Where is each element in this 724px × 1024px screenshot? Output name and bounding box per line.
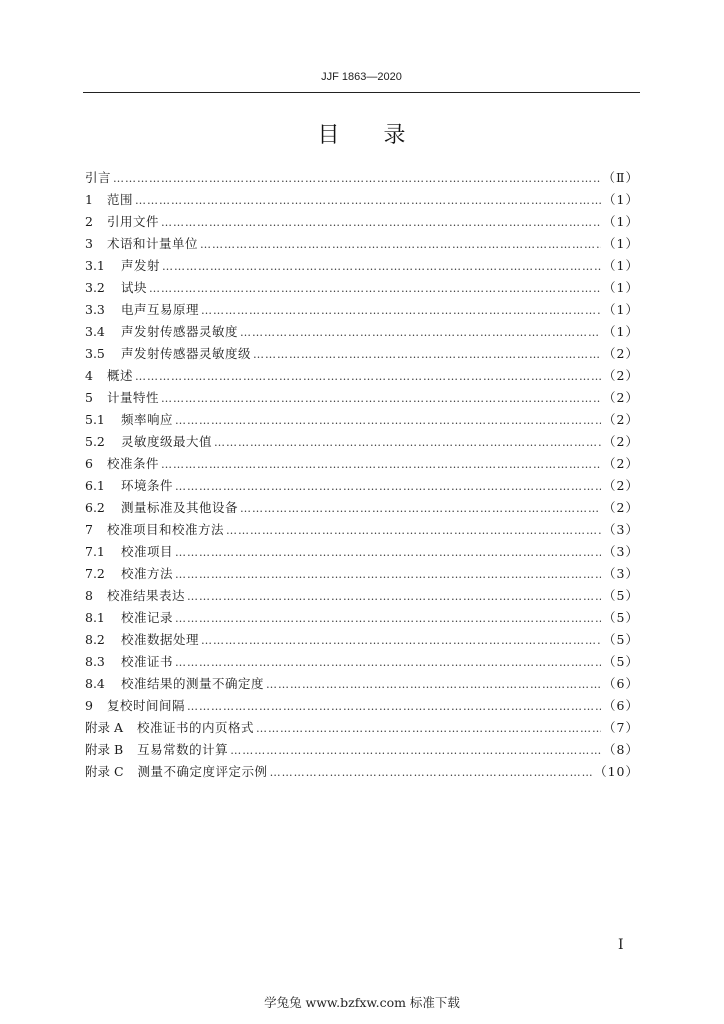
toc-entry-label: 校准结果的测量不确定度: [121, 676, 265, 691]
toc-entry-number: 3.5: [85, 346, 105, 361]
toc-entry[interactable]: [85, 607, 639, 629]
toc-entry[interactable]: [85, 541, 639, 563]
toc-entry[interactable]: [85, 563, 639, 585]
toc-entry-leader-dots: [187, 586, 601, 608]
toc-entry-leader-dots: [175, 476, 601, 498]
toc-entry-number: 8: [85, 588, 93, 603]
toc-entry[interactable]: [85, 761, 639, 783]
toc-entry[interactable]: [85, 321, 639, 343]
toc-entry-leader-dots: [175, 608, 601, 630]
footer-watermark-text: 学兔兔 www.bzfxw.com 标准下载: [264, 995, 460, 1010]
toc-entry-label: 校准证书: [121, 654, 174, 669]
toc-entry[interactable]: [85, 629, 639, 651]
toc-entry-number: 5.2: [85, 434, 105, 449]
toc-entry-leader-dots: [240, 322, 601, 344]
toc-entry-number: 4: [85, 368, 93, 383]
toc-entry-page: （7）: [603, 720, 639, 735]
toc-entry[interactable]: [85, 277, 639, 299]
page-number: I: [618, 937, 624, 953]
toc-entry-number: 6: [85, 456, 93, 471]
toc-entry-page: （2）: [603, 368, 639, 383]
toc-entry-page: （2）: [603, 434, 639, 449]
toc-entry-label: 互易常数的计算: [137, 742, 229, 757]
toc-entry-label: 校准结果表达: [107, 588, 186, 603]
toc-entry-leader-dots: [135, 190, 601, 212]
toc-entry-leader-dots: [240, 498, 601, 520]
toc-entry-page: （10）: [594, 764, 639, 779]
toc-entry[interactable]: [85, 695, 639, 717]
toc-entry-number: 8.2: [85, 632, 105, 647]
toc-entry-leader-dots: [200, 234, 601, 256]
toc-entry-number: 8.3: [85, 654, 105, 669]
toc-entry[interactable]: [85, 673, 639, 695]
toc-entry-label: 试块: [121, 280, 148, 295]
toc-entry-leader-dots: [201, 630, 601, 652]
toc-entry-number: 3.2: [85, 280, 105, 295]
toc-entry-leader-dots: [149, 278, 601, 300]
toc-entry-page: （5）: [603, 610, 639, 625]
toc-entry-leader-dots: [175, 542, 601, 564]
toc-entry-leader-dots: [201, 300, 601, 322]
toc-entry[interactable]: [85, 387, 639, 409]
toc-entry[interactable]: [85, 475, 639, 497]
toc-entry[interactable]: [85, 651, 639, 673]
toc-entry-leader-dots: [230, 740, 601, 762]
toc-entry-page: （5）: [603, 654, 639, 669]
toc-entry-number: 8.1: [85, 610, 105, 625]
toc-entry[interactable]: [85, 233, 639, 255]
toc-entry-leader-dots: [266, 674, 601, 696]
toc-entry-label: 引言: [85, 170, 112, 185]
toc-entry-label: 声发射: [121, 258, 161, 273]
header-divider: [83, 92, 640, 93]
toc-entry-page: （2）: [603, 478, 639, 493]
toc-entry-number: 7: [85, 522, 93, 537]
toc-entry-label: 校准方法: [121, 566, 174, 581]
toc-entry-leader-dots: [161, 212, 601, 234]
toc-entry-page: （2）: [603, 390, 639, 405]
toc-entry-leader-dots: [256, 718, 601, 740]
toc-entry-page: （1）: [603, 192, 639, 207]
toc-entry-label: 电声互易原理: [121, 302, 200, 317]
toc-entry-leader-dots: [162, 256, 601, 278]
toc-entry[interactable]: [85, 497, 639, 519]
toc-entry[interactable]: [85, 431, 639, 453]
toc-entry[interactable]: [85, 453, 639, 475]
toc-entry-number: 附录 B: [85, 742, 124, 757]
toc-entry[interactable]: [85, 167, 639, 189]
toc-entry-page: （3）: [603, 544, 639, 559]
toc-entry-number: 6.1: [85, 478, 105, 493]
toc-entry-page: （Ⅱ）: [602, 170, 639, 185]
toc-entry-leader-dots: [270, 762, 593, 784]
toc-entry-number: 1: [85, 192, 93, 207]
toc-entry-number: 7.2: [85, 566, 105, 581]
toc-entry-page: （2）: [603, 346, 639, 361]
toc-entry-label: 校准条件: [107, 456, 160, 471]
toc-entry-label: 测量不确定度评定示例: [137, 764, 268, 779]
toc-entry-label: 校准数据处理: [121, 632, 200, 647]
toc-entry-number: 附录 C: [85, 764, 124, 779]
toc-entry-leader-dots: [187, 696, 601, 718]
toc-entry-label: 校准项目: [121, 544, 174, 559]
toc-entry-page: （2）: [603, 412, 639, 427]
toc-entry-label: 测量标准及其他设备: [121, 500, 239, 515]
toc-entry[interactable]: [85, 299, 639, 321]
toc-entry-page: （1）: [603, 214, 639, 229]
toc-entry-page: （3）: [603, 566, 639, 581]
toc-entry-page: （5）: [603, 588, 639, 603]
toc-entry-leader-dots: [135, 366, 601, 388]
toc-entry[interactable]: [85, 343, 639, 365]
toc-entry-leader-dots: [226, 520, 601, 542]
toc-entry[interactable]: [85, 409, 639, 431]
toc-entry-label: 灵敏度级最大值: [121, 434, 213, 449]
toc-entry-label: 计量特性: [107, 390, 160, 405]
toc-entry-page: （8）: [603, 742, 639, 757]
toc-entry-leader-dots: [161, 388, 601, 410]
toc-entry-page: （1）: [603, 302, 639, 317]
toc-entry[interactable]: [85, 365, 639, 387]
toc-entry-leader-dots: [175, 410, 601, 432]
toc-entry-label: 概述: [107, 368, 134, 383]
toc-entry-label: 术语和计量单位: [107, 236, 199, 251]
toc-entry[interactable]: [85, 255, 639, 277]
toc-entry-label: 频率响应: [121, 412, 174, 427]
toc-entry[interactable]: [85, 739, 639, 761]
toc-entry[interactable]: [85, 717, 639, 739]
page-title: 目录: [317, 123, 450, 148]
toc-entry-page: （6）: [603, 676, 639, 691]
toc-entry-number: 6.2: [85, 500, 105, 515]
toc-entry-number: 3.4: [85, 324, 105, 339]
toc-entry-page: （2）: [603, 456, 639, 471]
toc-entry-label: 声发射传感器灵敏度级: [121, 346, 252, 361]
toc-entry-leader-dots: [175, 652, 601, 674]
toc-entry-page: （1）: [603, 236, 639, 251]
toc-entry-label: 校准记录: [121, 610, 174, 625]
toc-entry-number: 7.1: [85, 544, 105, 559]
document-code-header: JJF 1863—2020: [321, 71, 402, 83]
toc-entry[interactable]: [85, 189, 639, 211]
toc-entry-label: 校准证书的内页格式: [137, 720, 255, 735]
toc-entry-label: 复校时间间隔: [107, 698, 186, 713]
toc-entry-leader-dots: [253, 344, 601, 366]
toc-entry-page: （1）: [603, 280, 639, 295]
toc-entry-number: 3: [85, 236, 93, 251]
toc-entry-number: 9: [85, 698, 93, 713]
toc-entry-number: 5.1: [85, 412, 105, 427]
toc-entry-number: 8.4: [85, 676, 105, 691]
toc-entry-page: （1）: [603, 258, 639, 273]
toc-entry-number: 3.1: [85, 258, 105, 273]
toc-entry-label: 环境条件: [121, 478, 174, 493]
toc-entry-page: （2）: [603, 500, 639, 515]
toc-entry-label: 校准项目和校准方法: [107, 522, 225, 537]
toc-entry-leader-dots: [113, 168, 600, 190]
toc-entry[interactable]: [85, 519, 639, 541]
toc-entry-leader-dots: [214, 432, 601, 454]
toc-entry-page: （1）: [603, 324, 639, 339]
toc-entry-label: 引用文件: [107, 214, 160, 229]
toc-entry-leader-dots: [175, 564, 601, 586]
toc-entry-number: 附录 A: [85, 720, 124, 735]
toc-entry-page: （6）: [603, 698, 639, 713]
table-of-contents: [85, 167, 639, 783]
toc-entry-page: （3）: [603, 522, 639, 537]
toc-entry-page: （5）: [603, 632, 639, 647]
toc-entry-number: 2: [85, 214, 93, 229]
toc-entry-number: 3.3: [85, 302, 105, 317]
toc-entry[interactable]: [85, 585, 639, 607]
toc-entry-label: 范围: [107, 192, 134, 207]
toc-entry[interactable]: [85, 211, 639, 233]
toc-entry-label: 声发射传感器灵敏度: [121, 324, 239, 339]
toc-entry-number: 5: [85, 390, 93, 405]
toc-entry-leader-dots: [161, 454, 601, 476]
